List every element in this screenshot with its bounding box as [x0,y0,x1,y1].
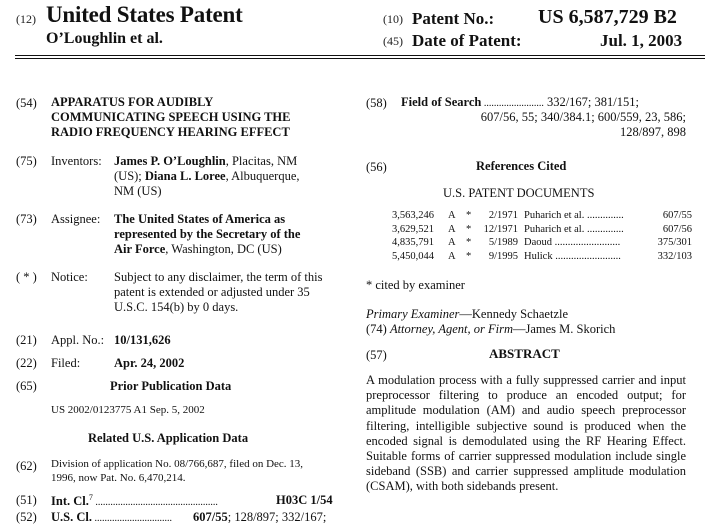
code-58: (58) [366,96,387,110]
us-cl-primary: 607/55 [193,510,228,524]
ref-class: 607/55 [662,210,692,222]
ref-date: 9/1995 [488,250,518,262]
prior-publication-title: Prior Publication Data [110,379,232,393]
ref-kind: A [448,210,456,222]
patent-number: US 6,587,729 B2 [538,6,677,28]
assignee-location: , Washington, DC (US) [165,242,282,256]
ref-name: Puharich et al. .............. [524,223,624,235]
notice-line-3: U.S.C. 154(b) by 0 days. [114,300,239,314]
inventors-line-2 [114,169,300,184]
us-cl-label: U.S. Cl. [51,510,92,524]
us-cl-leader: ............................... [91,513,172,524]
int-cl-line [51,493,218,509]
reference-row [392,250,692,264]
ref-kind: A [448,237,456,249]
appl-no-value: 10/131,626 [114,333,171,347]
ref-star: * [466,250,472,262]
inventors-line-1 [114,154,297,169]
inventors-label: Inventors: [51,154,102,168]
ref-class: 332/103 [657,250,692,262]
ref-kind: A [448,223,456,235]
us-cl-secondary: ; 128/897; 332/167; [227,510,327,524]
ref-number: 4,835,791 [392,237,434,249]
prior-publication-value: US 2002/0123775 A1 Sep. 5, 2002 [51,404,205,416]
field-of-search-label: Field of Search [401,95,482,109]
primary-examiner-line [366,307,568,322]
inventor-2-location: , Albuquerque, [225,169,300,183]
ref-star: * [466,223,472,235]
int-cl-leader: ................................................. [92,497,218,509]
cited-by-examiner: * cited by examiner [366,278,465,292]
code-75: (75) [16,154,37,168]
code-74: (74) [366,322,387,336]
ref-star: * [466,210,472,222]
references-cited-title: References Cited [476,159,567,173]
ref-date: 2/1971 [488,210,518,222]
ref-name: Hulick ......................... [524,250,621,262]
primary-examiner-name: —Kennedy Schaetzle [459,307,569,321]
attorney-line [366,322,615,337]
code-56: (56) [366,160,387,174]
patent-number-label: Patent No.: [412,9,495,28]
code-57: (57) [366,348,387,362]
inventor-1-name: James P. O’Loughlin [114,154,226,168]
ref-date: 12/1971 [483,223,518,235]
abstract-text: A modulation process with a fully suppressed carrier and input preprocessor filtering to produce an encoded output; for amplitude modulation (AM) and audio speech preprocessor filtering, intelligible subjective sound is produced when the encoded signal is demodulated using the RF Hearing Effect. Suitable forms of carrier suppressed modulation include single sideband (SSB) and carrier suppressed amplitude modulation (CSAM), with both sidebands present. [366,373,686,494]
filed-label: Filed: [51,356,81,370]
assignee-label: Assignee: [51,212,101,226]
field-of-search-classes-1: 332/167; 381/151; [543,95,639,109]
title-line-1: APPARATUS FOR AUDIBLY [51,95,214,109]
assignee-line-3 [114,242,282,257]
title-line-2: COMMUNICATING SPEECH USING THE [51,110,291,124]
abstract-title: ABSTRACT [489,346,560,361]
inventors-line-3: NM (US) [114,184,162,198]
ref-date: 5/1989 [488,237,518,249]
field-of-search-line-3: 128/897, 898 [620,125,686,139]
notice-line-2: patent is extended or adjusted under 35 [114,285,310,299]
assignee-line-2: represented by the Secretary of the [114,227,301,241]
attorney-name: —James M. Skorich [512,322,616,336]
ref-class: 607/56 [662,223,692,235]
reference-row [392,209,692,223]
appl-no-label: Appl. No.: [51,333,105,347]
ref-kind: A [448,250,456,262]
ref-number: 3,563,246 [392,210,434,222]
code-62: (62) [16,459,37,473]
us-patent-documents-title: U.S. PATENT DOCUMENTS [443,186,595,200]
field-of-search-line-1 [401,95,639,110]
us-cl-value [193,510,326,525]
field-of-search-leader: ........................ [481,98,544,109]
filed-value: Apr. 24, 2002 [114,356,185,370]
code-21: (21) [16,333,37,347]
date-of-patent: Jul. 1, 2003 [600,31,683,50]
division-line-1: Division of application No. 08/766,687, filed on Dec. 13, [51,458,304,470]
int-cl-value: H03C 1/54 [276,493,333,507]
int-cl-label: Int. Cl. [51,494,89,509]
ref-name: Puharich et al. .............. [524,210,624,222]
code-52: (52) [16,510,37,524]
inventor-2-name: Diana L. Loree [144,169,226,183]
code-65: (65) [16,379,37,393]
ref-class: 375/301 [657,237,692,249]
primary-examiner-label: Primary Examiner [366,307,460,321]
code-10: (10) [383,12,403,26]
code-54: (54) [16,96,37,110]
header-rule-2 [15,58,705,59]
inventor-1-country: (US); [114,169,145,183]
assignee-name-end: Air Force [114,242,166,256]
code-51: (51) [16,493,37,507]
reference-row [392,223,692,237]
ref-name: Daoud ......................... [524,237,621,249]
attorney-label: Attorney, Agent, or Firm [389,322,513,336]
field-of-search-line-2: 607/56, 55; 340/384.1; 600/559, 23, 586; [480,110,686,124]
ref-number: 3,629,521 [392,223,434,235]
header-rule-1 [15,55,705,56]
ref-star: * [466,237,472,249]
int-cl-edition: 7 [88,493,93,502]
inventor-short: O’Loughlin et al. [46,30,163,47]
references-table [392,209,692,263]
date-of-patent-label: Date of Patent: [412,31,522,50]
code-12: (12) [16,12,36,26]
related-data-title: Related U.S. Application Data [88,431,249,445]
assignee-line-1: The United States of America as [114,212,286,226]
patent-office-title: United States Patent [46,2,243,27]
notice-tag: ( * ) [16,270,37,284]
title-line-3: RADIO FREQUENCY HEARING EFFECT [51,125,290,139]
reference-row [392,236,692,250]
code-45: (45) [383,34,403,48]
notice-line-1: Subject to any disclaimer, the term of this [114,270,323,284]
us-cl-line [51,510,172,525]
code-22: (22) [16,356,37,370]
ref-number: 5,450,044 [392,250,434,262]
inventor-1-location: , Placitas, NM [225,154,298,168]
notice-label: Notice: [51,270,88,284]
division-line-2: 1996, now Pat. No. 6,470,214. [51,472,186,484]
code-73: (73) [16,212,37,226]
